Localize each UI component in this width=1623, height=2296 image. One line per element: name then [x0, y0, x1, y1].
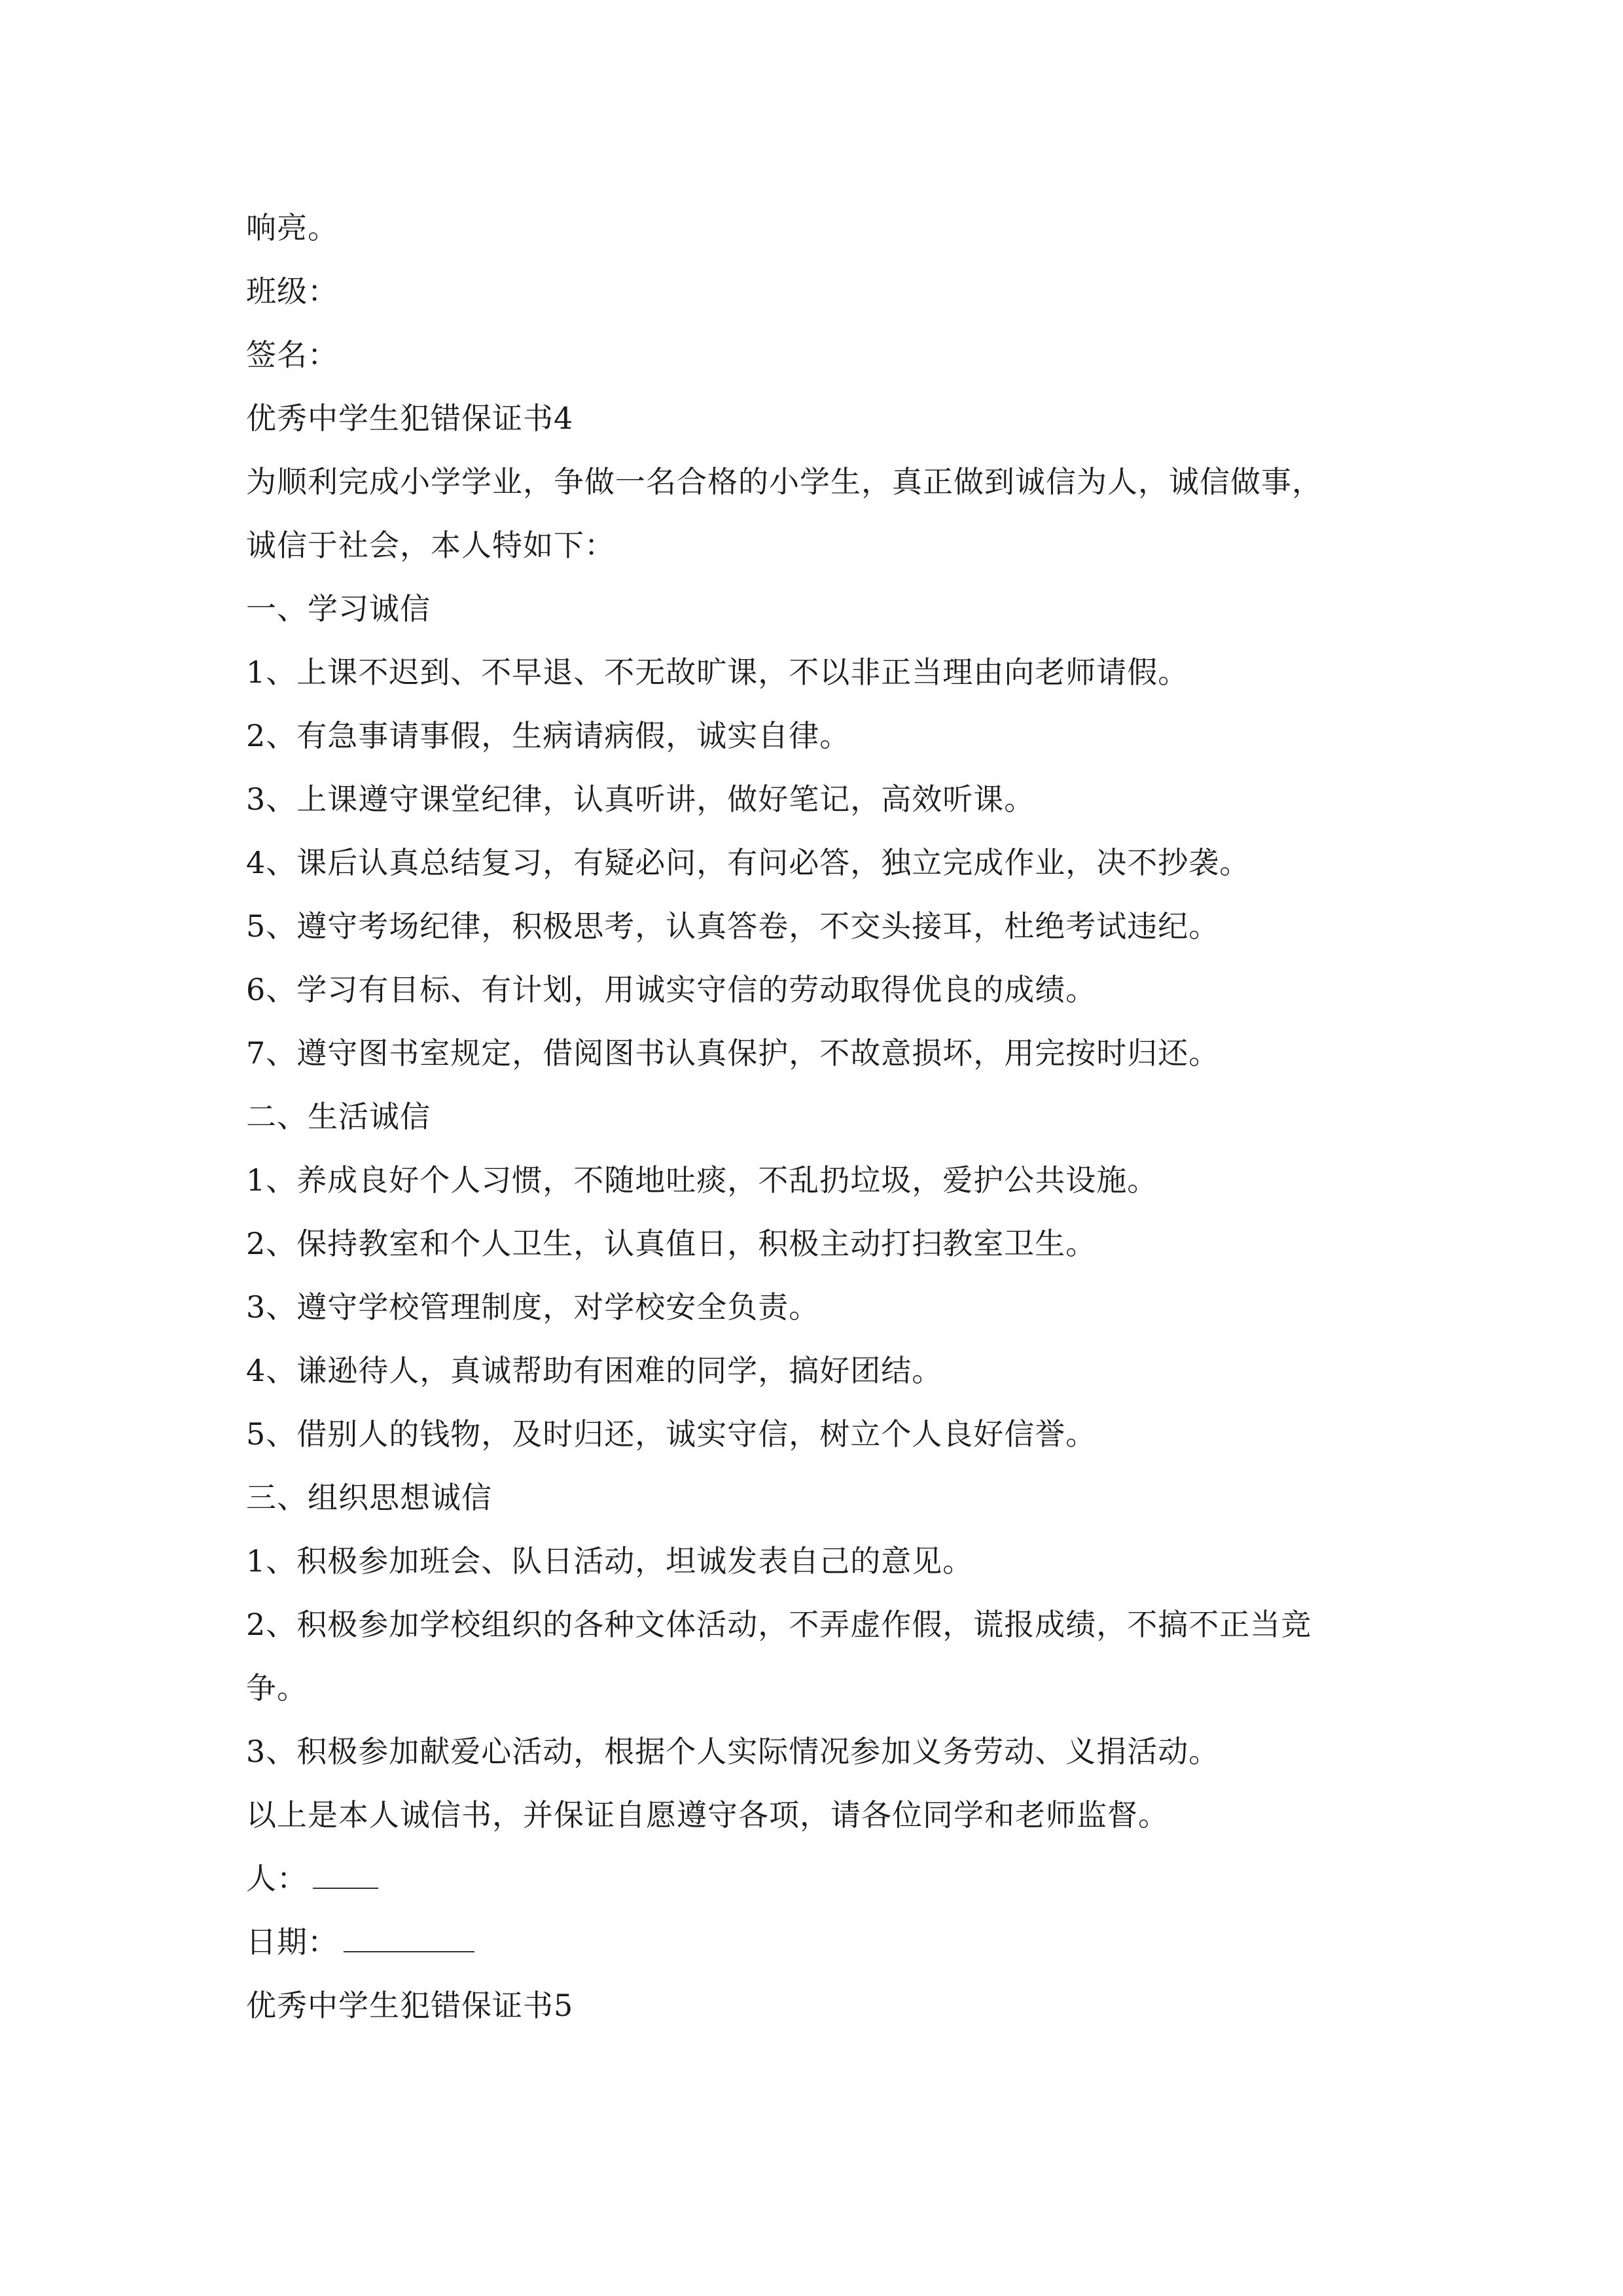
subsection-heading: 一、学习诚信: [246, 591, 431, 626]
list-item: 1、上课不迟到、不早退、不无故旷课，不以非正当理由向老师请假。: [246, 655, 1189, 690]
text-line: 诚信于社会，本人特如下：: [246, 528, 615, 563]
signer-label: 人：: [246, 1861, 308, 1896]
list-item: 3、遵守学校管理制度，对学校安全负责。: [246, 1289, 820, 1325]
list-item: 1、养成良好个人习惯，不随地吐痰，不乱扔垃圾，爱护公共设施。: [246, 1162, 1158, 1198]
text-line: 响亮。: [246, 210, 338, 245]
list-item: 2、有急事请事假，生病请病假，诚实自律。: [246, 718, 851, 753]
list-item: 2、保持教室和个人卫生，认真值日，积极主动打扫教室卫生。: [246, 1226, 1097, 1261]
list-item: 5、遵守考场纪律，积极思考，认真答卷，不交头接耳，杜绝考试违纪。: [246, 908, 1220, 944]
list-item: 7、遵守图书室规定，借阅图书认真保护，不故意损坏，用完按时归还。: [246, 1035, 1220, 1071]
text-line: 为顺利完成小学学业，争做一名合格的小学生，真正做到诚信为人，诚信做事，: [246, 464, 1323, 499]
subsection-heading: 二、生活诚信: [246, 1099, 431, 1134]
date-line: [246, 1910, 1411, 1974]
date-label: 日期：: [246, 1924, 338, 1960]
list-item: 4、谦逊待人，真诚帮助有困难的同学，搞好团结。: [246, 1353, 943, 1388]
subsection-heading: 三、组织思想诚信: [246, 1480, 492, 1515]
list-item: 1、积极参加班会、队日活动，坦诚发表自己的意见。: [246, 1543, 974, 1579]
signer-blank: [313, 1856, 378, 1889]
section-title: 优秀中学生犯错保证书4: [246, 401, 574, 436]
date-blank: [344, 1920, 474, 1952]
class-label: 班级：: [246, 274, 338, 309]
list-item: 5、借别人的钱物，及时归还，诚实守信，树立个人良好信誉。: [246, 1416, 1097, 1452]
list-item: 2、积极参加学校组织的各种文体活动，不弄虚作假，谎报成绩，不搞不正当竞: [246, 1607, 1312, 1642]
signer-line: [246, 1847, 1411, 1910]
list-item-continuation: 争。: [246, 1670, 308, 1706]
section-title: 优秀中学生犯错保证书5: [246, 1988, 574, 2023]
document-body: [246, 196, 1411, 2037]
list-item: 6、学习有目标、有计划，用诚实守信的劳动取得优良的成绩。: [246, 972, 1097, 1007]
closing-statement: 以上是本人诚信书，并保证自愿遵守各项，请各位同学和老师监督。: [246, 1797, 1169, 1833]
list-item: 3、上课遵守课堂纪律，认真听讲，做好笔记，高效听课。: [246, 781, 1035, 817]
list-item: 4、课后认真总结复习，有疑必问，有问必答，独立完成作业，决不抄袭。: [246, 845, 1251, 880]
list-item: 3、积极参加献爱心活动，根据个人实际情况参加义务劳动、义捐活动。: [246, 1734, 1220, 1769]
signature-label: 签名：: [246, 337, 338, 372]
